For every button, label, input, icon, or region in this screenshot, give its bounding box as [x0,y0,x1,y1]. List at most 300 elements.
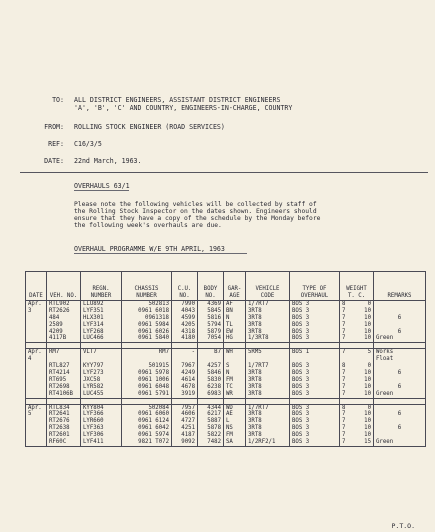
to-label: TO: [52,96,64,104]
remarks-value: 6 [397,314,402,321]
cu-value: - [191,349,195,356]
from-value: ROLLING STOCK ENGINEER (ROAD SERVICES) [74,123,225,131]
veh-value: RT2638 [49,425,70,432]
ref-label: REF: [48,140,64,148]
overhaul-value: BOS 3 [292,301,310,307]
cu-value: 4249 [181,370,195,377]
weight-line [342,384,371,391]
col-vehicle-code: VEHICLE CODE [246,272,290,301]
weight-cwt: 15 [364,439,371,446]
veh-value: RTL834 [49,404,70,411]
remarks-value: 6 [397,425,402,432]
code-value: 3RT8 [248,411,262,418]
overhaul-value: BOS 3 [292,328,310,335]
date-label: DATE: [44,157,64,165]
weight-tons: 7 [342,390,346,397]
regn-cell [81,404,122,446]
garage-value: SA [226,439,233,446]
remarks-cell [374,301,426,343]
chassis-value: 9821 T072 [138,439,169,446]
regn-value: LUC466 [83,335,104,342]
body-value: 5845 [207,307,221,314]
programme-underline [74,253,247,254]
garage-value: EW [226,328,233,335]
code-cell [246,349,290,398]
pto-marker: P.T.O. [391,522,415,530]
regn-value: LYF268 [83,328,104,335]
col-overhaul: TYPE OF OVERHAUL [290,272,340,301]
col-veh: VEH. NO. [47,272,81,301]
weight-tons: 7 [342,432,346,439]
code-value: 1/7RT7 [248,363,269,370]
body-value: 5879 [207,328,221,335]
cu-value: 7967 [181,363,195,370]
veh-cell [47,349,81,398]
code-value: 1/3RT8 [248,335,269,342]
veh-value: 484 [49,314,60,321]
garage-value: HG [226,335,233,342]
remarks-value [376,301,423,308]
to-line-2: 'A', 'B', 'C' AND COUNTRY, ENGINEERS-IN-CHARGE, COUNTRY [74,104,293,112]
body-value: 6238 [207,383,221,390]
weight-tons: 7 [342,370,346,377]
weight-cwt: 10 [364,411,371,418]
garage-cell [224,301,246,343]
veh-cell [47,301,81,343]
weight-tons: 7 [342,439,346,446]
weight-tons: 8 [342,363,346,370]
overhaul-value: BOS 3 [292,370,310,377]
date-cell [26,301,47,343]
body-cell [198,301,224,343]
body-value: 5816 [207,314,221,321]
weight-cwt: 10 [364,376,371,383]
code-value: 3RT8 [248,376,262,383]
overhaul-schedule-table [25,271,426,447]
veh-value: RF60C [49,439,67,446]
veh-value: 2589 [49,321,63,328]
weight-line [342,370,371,377]
regn-value: KYY797 [83,363,104,370]
code-value: 3RT8 [248,383,262,390]
veh-value: RT2676 [49,418,70,425]
col-chassis: CHASSIS NUMBER [122,272,172,301]
overhaul-value: BOS 3 [292,390,310,397]
overhaul-value: BOS 1 [292,349,310,356]
veh-cell [47,404,81,446]
body-value [200,356,221,363]
garage-cell [224,349,246,398]
veh-value: RT2698 [49,383,70,390]
overhaul-value: BOS 3 [292,363,310,370]
weight-line [342,391,371,398]
garage-value: TL [226,321,233,328]
garage-value: FM [226,376,233,383]
body-value: 7482 [207,439,221,446]
weight-tons: 7 [342,314,346,321]
cu-value: 9092 [181,439,195,446]
regn-value: LYF366 [83,411,104,418]
chassis-value: 0961 6124 [138,418,169,425]
weight-cwt: 10 [364,370,371,377]
weight-tons: 8 [342,404,346,411]
code-value: 3RT8 [248,418,262,425]
garage-value: FM [226,432,233,439]
cu-value [174,356,195,363]
remarks-value: Green [376,439,394,446]
regn-cell [81,349,122,398]
garage-cell [224,404,246,446]
weight-line [342,322,371,329]
weight-cwt: 10 [364,383,371,390]
weight-cwt: 0 [367,301,371,307]
regn-value: LUC455 [83,390,104,397]
remarks-value: Green [376,335,394,342]
overhaul-value: BOS 3 [292,383,310,390]
chassis-value: 0961 5974 [138,432,169,439]
regn-value: JXC58 [83,376,101,383]
remarks-value: Works [376,349,394,356]
garage-value: WR [226,390,233,397]
regn-value: VLT7 [83,349,97,356]
remarks-value [376,322,423,329]
remarks-value [376,418,423,425]
remarks-value [376,377,423,384]
weight-cwt: 0 [367,404,371,411]
chassis-value: 0961 5984 [138,321,169,328]
chassis-value: 501915 [148,363,169,370]
weight-tons: 7 [342,328,346,335]
chassis-value: 0961 6060 [138,411,169,418]
paragraph-line: ensure that they have a copy of the schedule by the Monday before [74,214,321,222]
overhaul-value: BOS 3 [292,439,310,446]
weight-tons: 7 [342,321,346,328]
table-row [26,404,426,446]
cu-value: 4727 [181,418,195,425]
weight-line [342,425,371,432]
weight-line [342,349,371,356]
header-divider [20,172,428,173]
weight-tons: 7 [342,349,346,356]
weight-tons: 7 [342,425,346,432]
col-remarks: REMARKS [374,272,426,301]
code-cell [246,301,290,343]
body-value: 6983 [207,390,221,397]
weight-cwt: 10 [364,307,371,314]
garage-value: NS [226,425,233,432]
code-value [248,356,287,363]
garage-value: WH [226,349,233,356]
garage-value: N [226,370,230,377]
chassis-value: 0961 6048 [138,383,169,390]
body-value: 7054 [207,335,221,342]
instructions-paragraph [74,201,404,229]
paragraph-line: the following week's overhauls are due. [74,221,222,229]
weight-line [342,301,371,308]
body-value: 5846 [207,370,221,377]
to-line-1: ALL DISTRICT ENGINEERS, ASSISTANT DISTRICT ENGINEERS [74,96,281,104]
body-value: 4344 [207,404,221,411]
veh-value: RT2601 [49,432,70,439]
overhauls-heading: OVERHAULS 63/1 [74,182,130,190]
remarks-cell [374,404,426,446]
col-regn: REGN. NUMBER [81,272,122,301]
body-cell [198,349,224,398]
table-header-row [26,272,426,301]
weight-cell [340,349,374,398]
cu-cell [172,349,198,398]
veh-value: 4117B [49,335,67,342]
garage-value: BN [226,307,233,314]
overhaul-value: BOS 3 [292,404,310,411]
overhaul-value [292,356,337,363]
cu-value: 4318 [181,328,195,335]
cu-value: 4205 [181,321,195,328]
cu-value: 4043 [181,307,195,314]
garage-value: S [226,363,230,370]
garage-value: AE [226,411,233,418]
weight-line [342,335,371,342]
remarks-value [376,363,423,370]
chassis-value: RM7 [158,349,169,356]
body-value: 5878 [207,425,221,432]
code-value: 3RT8 [248,390,262,397]
cu-value: 4251 [181,425,195,432]
weight-line [342,315,371,322]
cu-value: 4606 [181,411,195,418]
chassis-value: 0961 6042 [138,425,169,432]
overhaul-value: BOS 3 [292,307,310,314]
regn-value: LLU892 [83,301,104,307]
veh-value: RM7 [49,349,60,356]
from-label: FROM: [44,123,64,131]
weight-line [342,405,371,412]
chassis-value: 0961 6018 [138,307,169,314]
code-value: 3RT8 [248,307,262,314]
overhaul-value: BOS 3 [292,314,310,321]
overhaul-value: BOS 3 [292,376,310,383]
weight-cwt: 10 [364,418,371,425]
code-value: 3RT8 [248,370,262,377]
weight-cwt: 10 [364,390,371,397]
chassis-value: 502084 [148,404,169,411]
garage-value: AF [226,301,233,307]
overhaul-cell [290,301,340,343]
chassis-value: 0961 1006 [138,376,169,383]
regn-value: LYR582 [83,383,104,390]
cu-value: 4599 [181,314,195,321]
regn-value [83,356,119,363]
paragraph-line: Please note the following vehicles will be collected by staff of [74,201,317,208]
code-value: 1/2RF2/1 [248,439,276,446]
paragraph-line: the Rolling Stock Inspector on the dates shown. Engineers should [74,207,317,215]
code-value: 1/7RT7 [248,404,269,411]
col-date: DATE [26,272,47,301]
veh-value: RTL827 [49,363,70,370]
veh-value: RT2641 [49,411,70,418]
regn-value: HLX301 [83,314,104,321]
weight-tons: 7 [342,307,346,314]
veh-value: RTL902 [49,301,70,307]
cu-value: 3919 [181,390,195,397]
veh-value [49,356,78,363]
chassis-value: 0961318 [145,314,169,321]
overhaul-value: BOS 3 [292,418,310,425]
weight-line [342,432,371,439]
veh-value: RT4106B [49,390,73,397]
remarks-cell [374,349,426,398]
regn-value: LYR660 [83,418,104,425]
weight-line [342,377,371,384]
remarks-value: 6 [397,328,402,335]
veh-value: RT4214 [49,370,70,377]
regn-value: KYY804 [83,404,104,411]
regn-cell [81,301,122,343]
cu-cell [172,301,198,343]
overhaul-cell [290,349,340,398]
cu-value: 7957 [181,404,195,411]
cu-value: 4180 [181,335,195,342]
body-value: 5822 [207,432,221,439]
code-value: 3RT8 [248,321,262,328]
weight-line [342,329,371,336]
weight-tons: 7 [342,376,346,383]
garage-value: N [226,314,230,321]
overhaul-value: BOS 3 [292,411,310,418]
code-value: 5RM5 [248,349,262,356]
weight-line [342,439,371,446]
weight-cwt: 0 [367,363,371,370]
cu-value: 4678 [181,383,195,390]
regn-value: LYF411 [83,439,104,446]
garage-value: WD [226,404,233,411]
weight-cwt: 5 [367,349,371,356]
body-value: 4257 [207,363,221,370]
veh-value: RT695 [49,376,67,383]
body-cell [198,404,224,446]
heading-underline [74,190,129,191]
remarks-value: 6 [397,383,402,390]
body-value: 5794 [207,321,221,328]
body-value: 4369 [207,301,221,307]
code-cell [246,404,290,446]
col-body: BODY NO. [198,272,224,301]
weight-cell [340,301,374,343]
regn-value: LYF273 [83,370,104,377]
body-value: 5830 [207,376,221,383]
chassis-value: 0961 6026 [138,328,169,335]
remarks-value [376,308,423,315]
overhaul-value: BOS 3 [292,425,310,432]
remarks-value: Float [376,356,394,363]
weight-tons: 8 [342,301,346,307]
weight-line [342,411,371,418]
weight-tons: 7 [342,411,346,418]
regn-value: LYF351 [83,307,104,314]
cu-value: 7990 [181,301,195,307]
remarks-value [376,405,423,412]
weight-cwt: 10 [364,321,371,328]
chassis-cell [122,301,172,343]
cu-value: 4614 [181,376,195,383]
weight-cwt: 10 [364,425,371,432]
date-value: 22nd March, 1963. [74,157,142,165]
table-row [26,349,426,398]
garage-value: TC [226,383,233,390]
col-weight: WEIGHT T. C. [340,272,374,301]
date-text: 5 [28,411,32,418]
ref-value: C16/3/5 [74,140,102,148]
body-value: B7 [214,349,221,356]
date-text: 3 [28,307,32,314]
col-garage: GAR-AGE [224,272,246,301]
date-text: Apr. [28,301,42,307]
garage-value: L [226,418,230,425]
table-row [26,301,426,343]
cu-value: 4187 [181,432,195,439]
body-value: 5887 [207,418,221,425]
overhaul-cell [290,404,340,446]
weight-line [342,363,371,370]
regn-value: LYF306 [83,432,104,439]
cu-cell [172,404,198,446]
date-cell [26,404,47,446]
code-value: 3RT8 [248,314,262,321]
veh-value: 4209 [49,328,63,335]
chassis-cell [122,404,172,446]
chassis-value: 0961 5791 [138,390,169,397]
weight-cell [340,404,374,446]
weight-tons: 7 [342,383,346,390]
code-value: 3RT8 [248,432,262,439]
overhaul-value: BOS 3 [292,321,310,328]
remarks-value: Green [376,390,394,397]
chassis-cell [122,349,172,398]
code-value: 3RT8 [248,425,262,432]
programme-title: OVERHAUL PROGRAMME W/E 9TH APRIL, 1963 [74,245,225,253]
date-text: Apr. [28,349,42,356]
chassis-value: 0961 5978 [138,370,169,377]
weight-cwt: 10 [364,432,371,439]
weight-tons: 7 [342,418,346,425]
garage-value [226,356,243,363]
overhaul-value: BOS 3 [292,432,310,439]
body-value: 6217 [207,411,221,418]
weight-line [342,308,371,315]
weight-tons: 7 [342,335,346,342]
remarks-value: 6 [397,411,402,418]
weight-cwt: 10 [364,314,371,321]
regn-value: LYF363 [83,425,104,432]
chassis-value: 0961 5840 [138,335,169,342]
weight-line [342,356,371,363]
date-text: Apr. [28,404,42,411]
remarks-value: 6 [397,370,402,377]
date-text: 4 [28,356,32,363]
regn-value: LYF314 [83,321,104,328]
overhaul-value: BOS 3 [292,335,310,342]
remarks-value [376,432,423,439]
weight-cwt: 10 [364,328,371,335]
chassis-value [124,356,169,363]
col-cu: C.U. NO. [172,272,198,301]
table-body [26,301,426,447]
code-value: 3RT8 [248,328,262,335]
weight-line [342,418,371,425]
date-cell [26,349,47,398]
code-value: 1/7RT7 [248,301,269,307]
veh-value: RT2626 [49,307,70,314]
